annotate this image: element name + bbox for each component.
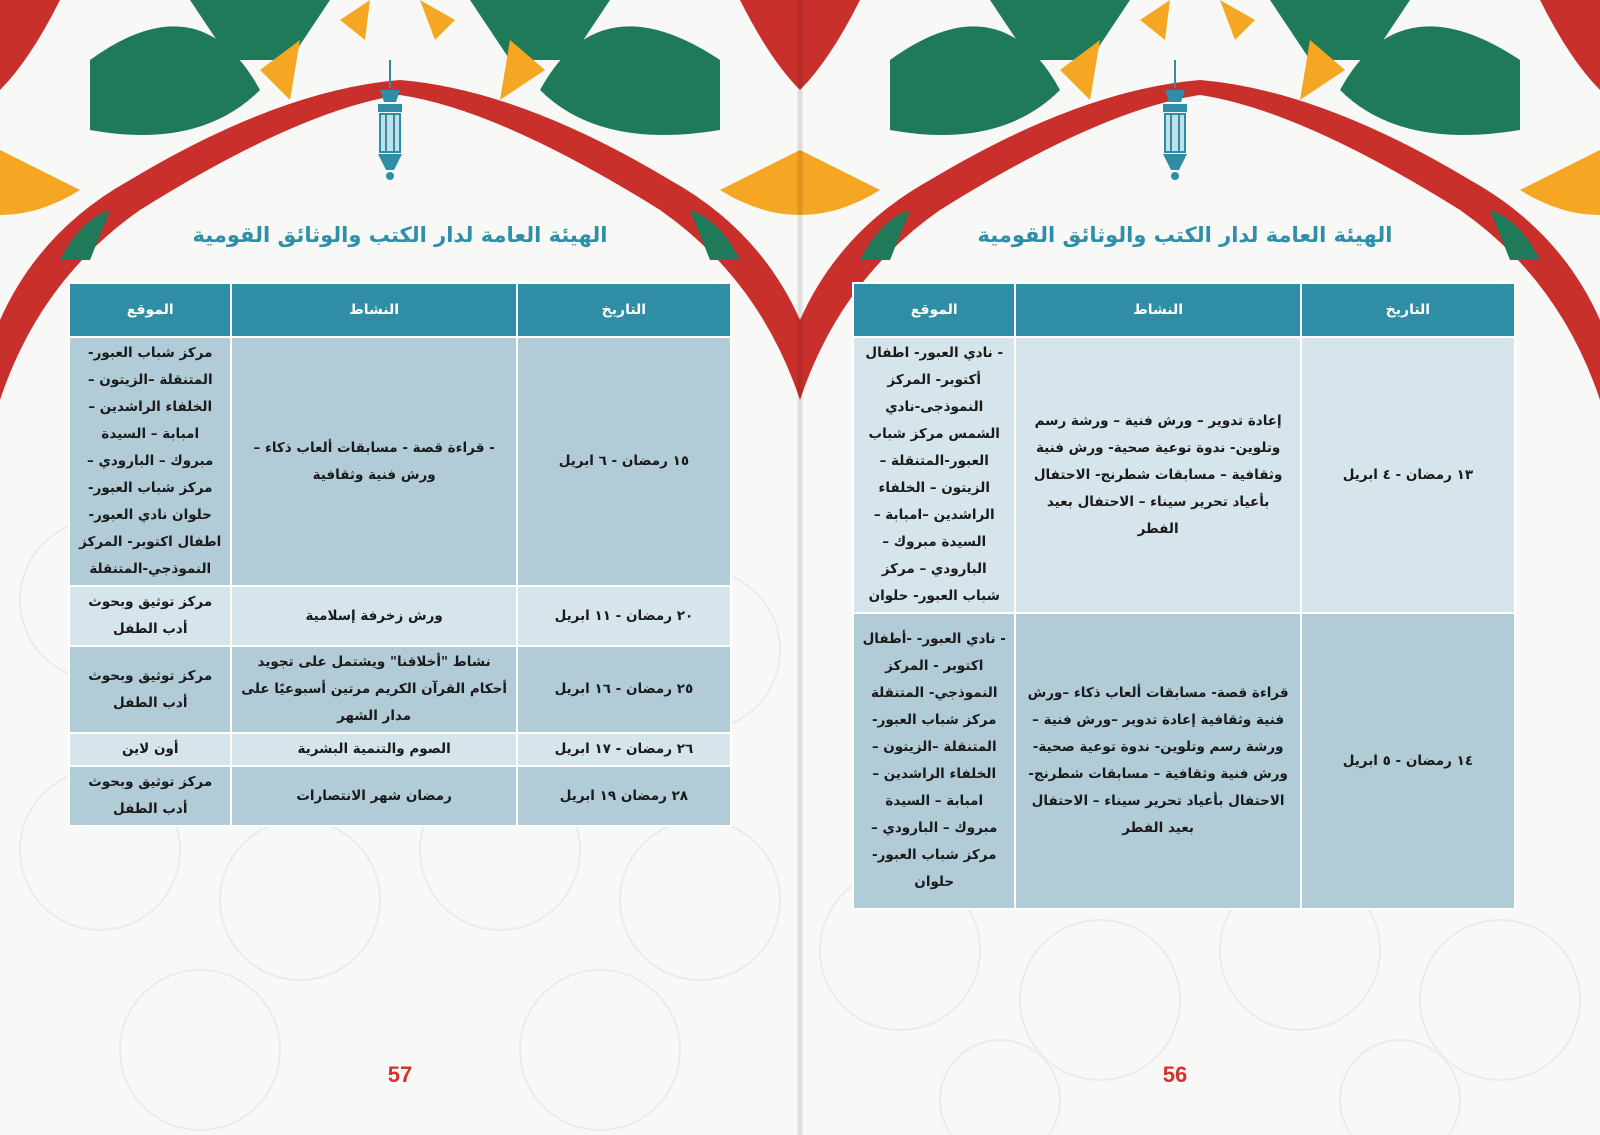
table-row [69,586,731,646]
lantern-icon [370,60,410,185]
cell-location: - نادي العبور- اطفال أكتوبر- المركز النموذجى-نادي الشمس مركز شباب العبور-المتنقلة – الزيتون – الخلفاء الراشدين –امبابة – السيدة مبروك – البارودي – مركز شباب العبور- حلوان [853,337,1015,613]
header-activity: النشاط [231,283,516,337]
cell-activity: نشاط "أخلاقنا" ويشتمل على تجويد أحكام القرآن الكريم مرتين أسبوعيًا على مدار الشهر [231,646,516,733]
book-gutter [797,0,803,1135]
header-activity: النشاط [1015,283,1300,337]
header-date: التاريخ [517,283,731,337]
cell-activity: رمضان شهر الانتصارات [231,766,516,826]
cell-date: ٢٥ رمضان - ١٦ ابريل [517,646,731,733]
cell-activity: الصوم والتنمية البشرية [231,733,516,766]
cell-location: أون لاين [69,733,231,766]
schedule-table [852,282,1516,910]
cell-activity: إعادة تدوير – ورش فنية – ورشة رسم وتلوين- ندوة توعية صحية- ورش فنية وثقافية – مسابقات شطرنج- الاحتفال بأعياد تحرير سيناء – الاحتفال بعيد الفطر [1015,337,1300,613]
page-number: 56 [1162,1062,1188,1087]
cell-date: ٢٠ رمضان - ١١ ابريل [517,586,731,646]
cell-date: ١٣ رمضان - ٤ ابريل [1301,337,1515,613]
cell-location: مركز توثيق وبحوث أدب الطفل [69,586,231,646]
table-row [853,613,1515,909]
cell-date: ١٥ رمضان - ٦ ابريل [517,337,731,586]
page-title: الهيئة العامة لدار الكتب والوثائق القومية [977,223,1393,247]
cell-location: مركز توثيق وبحوث أدب الطفل [69,646,231,733]
page-56 [800,0,1600,1135]
cell-date: ٢٨ رمضان ١٩ ابريل [517,766,731,826]
header-location: الموقع [69,283,231,337]
header-location: الموقع [853,283,1015,337]
table-row [69,766,731,826]
table-row [69,337,731,586]
cell-activity: قراءة قصة- مسابقات ألعاب ذكاء –ورش فنية وثقافية إعادة تدوير –ورش فنية – ورشة رسم وتلوين- ندوة توعية صحية- ورش فنية وثقافية – مسابقات شطرنج- الاحتفال بأعياد تحرير سيناء – الاحتفال بعيد الفطر [1015,613,1300,909]
schedule-table [68,282,732,827]
cell-location: مركز توثيق وبحوث أدب الطفل [69,766,231,826]
cell-activity: ورش زخرفة إسلامية [231,586,516,646]
table-row [69,646,731,733]
cell-location: - نادي العبور- -أطفال اكتوبر - المركز النموذجي- المتنقلة مركز شباب العبور- المتنقلة –الزيتون – الخلفاء الراشدين –امبابة – السيدة مبروك – البارودي – مركز شباب العبور- حلوان [853,613,1015,909]
cell-activity: - قراءة قصة - مسابقات ألعاب ذكاء – ورش فنية وثقافية [231,337,516,586]
header-date: التاريخ [1301,283,1515,337]
page-number: 57 [387,1062,413,1087]
cell-date: ٢٦ رمضان - ١٧ ابريل [517,733,731,766]
table-row [69,733,731,766]
lantern-icon [1155,60,1195,185]
cell-date: ١٤ رمضان - ٥ ابريل [1301,613,1515,909]
cell-location: مركز شباب العبور- المتنقلة –الزيتون – الخلفاء الراشدين –امبابة – السيدة مبروك – البارودي – مركز شباب العبور- حلوان نادي العبور- اطفال اكتوبر- المركز النموذجي-المتنقلة [69,337,231,586]
page-title: الهيئة العامة لدار الكتب والوثائق القومية [192,223,608,247]
table-row [853,337,1515,613]
